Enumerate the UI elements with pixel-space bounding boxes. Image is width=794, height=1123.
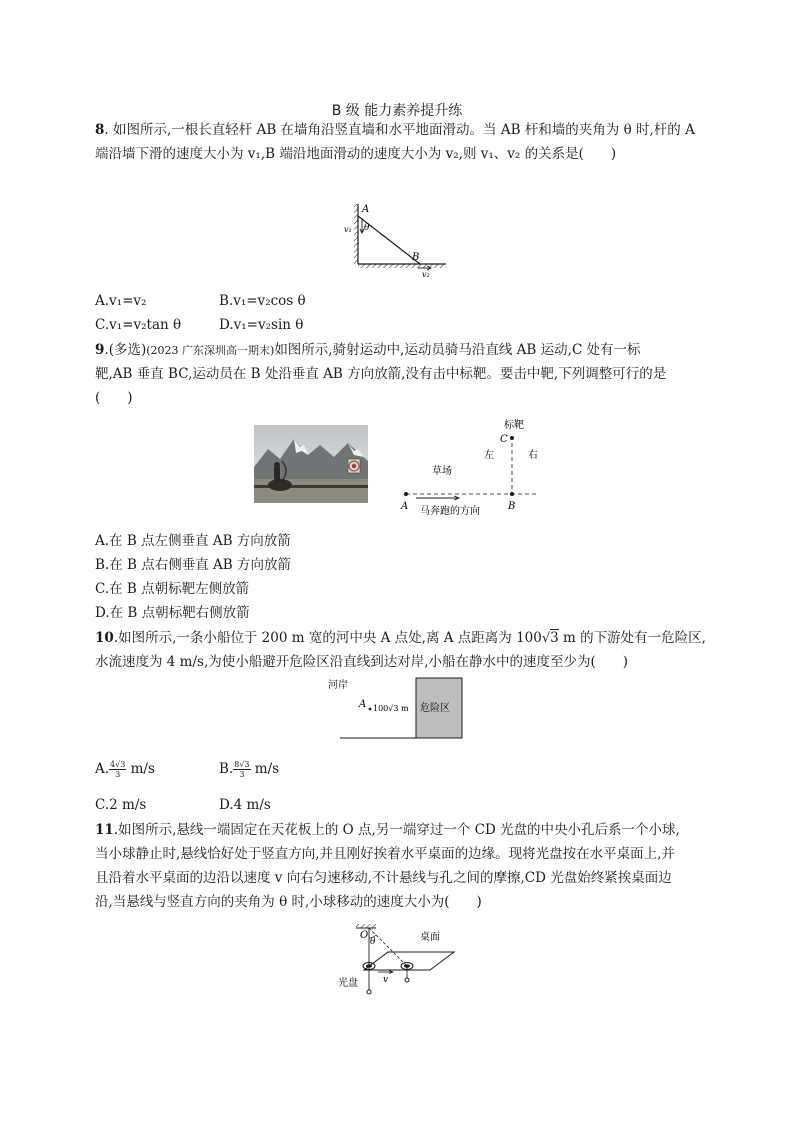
q9-label-c: C — [500, 434, 508, 445]
q8-option-a: A.v₁=v₂ — [95, 293, 147, 309]
q11-label-desk: 桌面 — [420, 932, 440, 943]
q11-label-theta: θ — [370, 937, 376, 947]
q9-line1: 9.(多选)(2023 广东深圳高一期末)如图所示,骑射运动中,运动员骑马沿直线 AB 运动,C 处有一标 — [95, 342, 641, 358]
q10-option-d: D.4 m/s — [219, 797, 271, 813]
q10-line1: 10.如图所示,一条小船位于 200 m 宽的河中央 A 点处,离 A 点距离为 100√3 m 的下游处有一危险区, — [95, 630, 706, 646]
q9-number: 9 — [95, 342, 105, 358]
q10-option-c: C.2 m/s — [95, 797, 147, 813]
q10-label-danger: 危险区 — [420, 703, 450, 714]
q10-label-bank: 河岸 — [328, 680, 348, 691]
q8-option-c: C.v₁=v₂tan θ — [95, 317, 182, 333]
q8-label-v2: v₂ — [422, 270, 430, 279]
section-title: B 级 能力素养提升练 — [331, 103, 463, 119]
q9-option-c: C.在 B 点朝标靶左侧放箭 — [95, 581, 250, 597]
q8-option-d: D.v₁=v₂sin θ — [219, 317, 304, 333]
q9-label-left: 左 — [484, 450, 494, 461]
q9-label-direction: 马奔跑的方向 — [420, 506, 480, 517]
q8-label-b: B — [412, 252, 420, 263]
q9-line2: 靶,AB 垂直 BC,运动员在 B 处沿垂直 AB 方向放箭,没有击中标靶。要击中靶,下列调整可行的是 — [95, 366, 667, 382]
q9-label-b: B — [508, 501, 516, 512]
q8-label-v1: v₁ — [344, 225, 352, 234]
q11-label-disc: 光盘 — [338, 978, 358, 989]
q9-label-target: 标靶 — [504, 420, 524, 431]
q8-line1: 8. 如图所示,一根长直轻杆 AB 在墙角沿竖直墙和水平地面滑动。当 AB 杆和墙的夹角为 θ 时,杆的 A — [95, 122, 695, 138]
q10-number: 10 — [95, 630, 114, 646]
q8-option-b: B.v₁=v₂cos θ — [219, 293, 306, 309]
q9-diagram — [396, 416, 544, 522]
q11-line4: 沿,当悬线与竖直方向的夹角为 θ 时,小球移动的速度大小为( ) — [95, 894, 482, 910]
q8-label-theta: θ — [364, 223, 370, 233]
q8-label-a: A — [362, 204, 370, 215]
q9-option-a: A.在 B 点左侧垂直 AB 方向放箭 — [95, 533, 291, 549]
q9-label-a: A — [401, 501, 409, 512]
q11-label-o: O — [360, 930, 369, 941]
q9-label-right: 右 — [528, 450, 538, 461]
q10-figure — [324, 676, 464, 740]
q9-option-d: D.在 B 点朝标靶右侧放箭 — [95, 605, 250, 621]
q11-figure — [336, 924, 460, 998]
q9-source: (2023 广东深圳高一期末) — [146, 344, 275, 357]
q10-label-distance: 100√3 m — [373, 704, 409, 713]
q10-label-a: A — [359, 699, 367, 710]
q8-figure — [340, 198, 460, 278]
q11-line2: 当小球静止时,悬线恰好处于竖直方向,并且刚好挨着水平桌面的边缘。现将光盘按在水平桌面上,并 — [95, 846, 675, 862]
q11-number: 11 — [95, 822, 114, 838]
q8-number: 8 — [95, 122, 105, 138]
q8-line2: 端沿墙下滑的速度大小为 v₁,B 端沿地面滑动的速度大小为 v₂,则 v₁、v₂ 的关系是( ) — [95, 146, 617, 162]
q9-photo — [254, 425, 368, 503]
q9-label-grass: 草场 — [432, 466, 452, 477]
q11-line3: 且沿着水平桌面的边沿以速度 v 向右匀速移动,不计悬线与孔之间的摩擦,CD 光盘始终紧挨桌面边 — [95, 870, 672, 886]
q9-option-b: B.在 B 点右侧垂直 AB 方向放箭 — [95, 557, 291, 573]
q11-line1: 11.如图所示,悬线一端固定在天花板上的 O 点,另一端穿过一个 CD 光盘的中央小孔后系一个小球, — [95, 822, 680, 838]
q10-option-b: B. $\frac{8√3}{3}$ m/s — [219, 760, 280, 779]
q11-label-v: v — [383, 975, 389, 985]
q10-line2: 水流速度为 4 m/s,为使小船避开危险区沿直线到达对岸,小船在静水中的速度至少为( ) — [95, 654, 629, 670]
q9-line3: ( ) — [95, 390, 133, 406]
q10-option-a: A. $\frac{4√3}{3}$ m/s — [95, 760, 155, 779]
